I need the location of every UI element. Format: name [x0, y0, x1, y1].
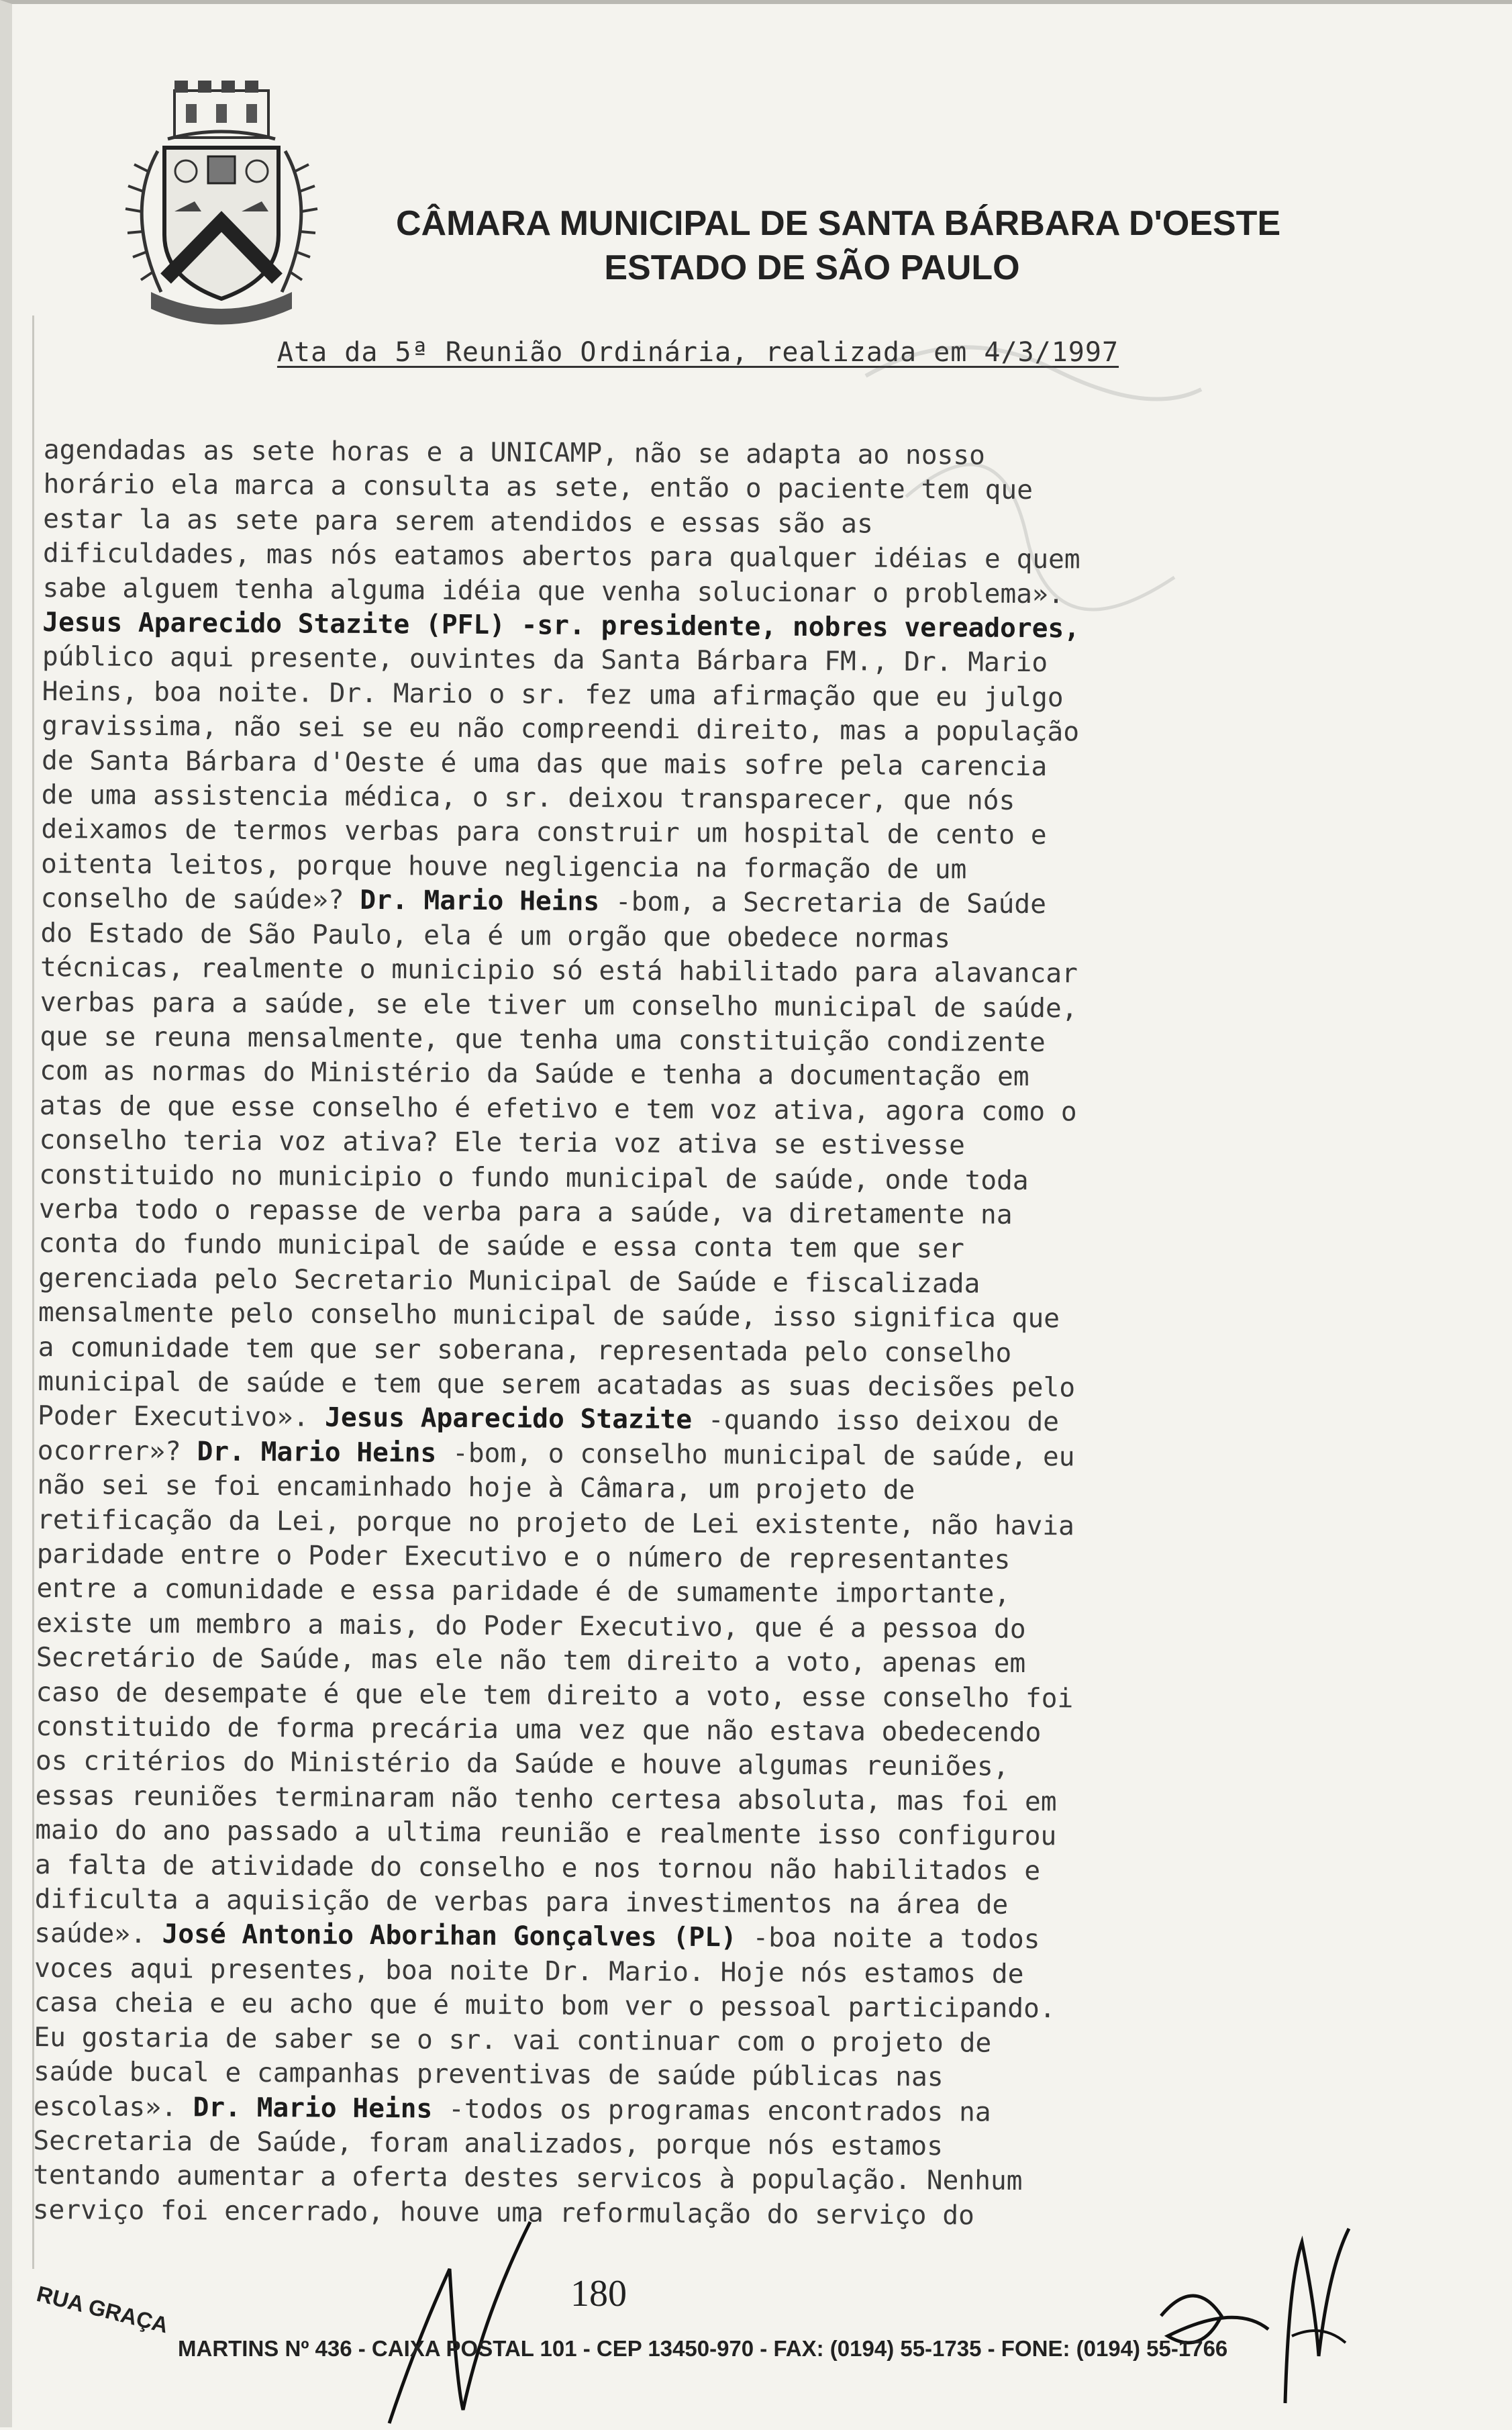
text-line: sabe alguem tenha alguma idéia que venha solucionar o problema». [42, 572, 1064, 610]
text-line: gravissima, não sei se eu não compreendi direito, mas a população [42, 710, 1080, 748]
speaker-name: Jesus Aparecido Stazite [324, 1402, 693, 1436]
text-line: atas de que esse conselho é efetivo e tem voz ativa, agora como o [39, 1089, 1077, 1128]
footer [0, 2269, 1512, 2427]
text-segment: saúde». [34, 1918, 162, 1950]
text-line: Heins, boa noite. Dr. Mario o sr. fez uma afirmação que eu julgo [42, 675, 1064, 714]
text-line: existe um membro a mais, do Poder Executivo, que é a pessoa do [36, 1607, 1026, 1645]
text-line: conta do fundo municipal de saúde e essa conta tem que ser [38, 1228, 965, 1265]
text-line: gerenciada pelo Secretario Municipal de Saúde e fiscalizada [38, 1262, 980, 1300]
text-line: não sei se foi encaminhado hoje à Câmara, um projeto de [37, 1469, 915, 1506]
text-line: serviço foi encerrado, houve uma reformulação do serviço do [32, 2194, 975, 2231]
text-line: Secretaria de Saúde, foram analizados, porque nós estamos [33, 2125, 944, 2162]
speaker-name: -sr. presidente, nobres vereadores, [505, 610, 1080, 644]
text-line: oitenta leitos, porque houve negligencia na formação de um [40, 848, 967, 885]
text-line: retificação da Lei, porque no projeto de Lei existente, não havia [36, 1504, 1074, 1542]
text-line: voces aqui presentes, boa noite Dr. Mario. Hoje nós estamos de [34, 1952, 1024, 1990]
text-segment: conselho de saúde»? [40, 883, 360, 916]
footer-address: MARTINS Nº 436 - CAIXA POSTAL 101 - CEP 13450-970 - FAX: (0194) 55-1735 - FONE: (0194) 55-1766 [178, 2336, 1228, 2361]
coat-of-arms-emblem [111, 77, 332, 326]
state-name: ESTADO DE SÃO PAULO [604, 248, 1020, 287]
footer-street: RUA GRAÇA [34, 2281, 171, 2338]
text-line: que se reuna mensalmente, que tenha uma constituição condizente [40, 1020, 1046, 1059]
minutes-title: Ata da 5ª Reunião Ordinária, realizada em 4/3/1997 [276, 337, 1119, 368]
text-segment: -todos os programas encontrados na [432, 2093, 991, 2128]
text-line: Eu gostaria de saber se o sr. vai continuar com o projeto de [34, 2021, 992, 2059]
text-line: deixamos de termos verbas para construir um hospital de cento e [41, 814, 1047, 851]
institution-name: CÂMARA MUNICIPAL DE SANTA BÁRBARA D'OESTE [396, 204, 1281, 243]
speaker-name: Dr. Mario Heins [197, 1436, 437, 1469]
text-line: paridade entre o Poder Executivo e o número de representantes [36, 1538, 1011, 1575]
text-line: constituido de forma precária uma vez que não estava obedecendo [36, 1710, 1042, 1749]
text-line: dificulta a aquisição de verbas para investimentos na área de [34, 1884, 1009, 1921]
letterhead [396, 201, 1281, 290]
text-segment: -bom, o conselho municipal de saúde, eu [436, 1437, 1075, 1473]
text-line: estar la as sete para serem atendidos e essas são as [43, 503, 873, 540]
text-line: entre a comunidade e essa paridade é de sumamente importante, [36, 1573, 1011, 1610]
text-line: municipal de saúde e tem que serem acatadas as suas decisões pelo [38, 1365, 1076, 1404]
text-segment: -boa noite a todos [736, 1922, 1040, 1955]
text-line: verba todo o repasse de verba para a saúde, va diretamente na [38, 1193, 1013, 1230]
text-segment: Poder Executivo». [37, 1400, 325, 1433]
text-line: horário ela marca a consulta as sete, então o paciente tem que [43, 469, 1034, 506]
text-line: essas reuniões terminaram não tenho certesa absoluta, mas foi em [35, 1780, 1057, 1818]
text-line: dificuldades, mas nós eatamos abertos para qualquer idéias e quem [42, 538, 1080, 575]
text-line: verbas para a saúde, se ele tiver um conselho municipal de saúde, [40, 986, 1078, 1024]
text-line: os critérios do Ministério da Saúde e houve algumas reuniões, [35, 1745, 1009, 1783]
text-line: mensalmente pelo conselho municipal de saúde, isso significa que [38, 1297, 1060, 1334]
text-segment: ocorrer»? [37, 1435, 197, 1467]
text-segment: -bom, a Secretaria de Saúde [599, 886, 1047, 920]
text-line: maio do ano passado a ultima reunião e realmente isso configurou [35, 1814, 1057, 1852]
text-line: caso de desempate é que ele tem direito a voto, esse conselho foi [36, 1676, 1074, 1714]
text-line: com as normas do Ministério da Saúde e tenha a documentação em [40, 1055, 1029, 1093]
text-line: técnicas, realmente o municipio só está habilitado para alavancar [40, 952, 1078, 989]
text-line: de uma assistencia médica, o sr. deixou transparecer, que nós [41, 779, 1015, 816]
text-line: Secretário de Saúde, mas ele não tem direito a voto, apenas em [36, 1642, 1026, 1680]
text-line: constituido no municipio o fundo municipal de saúde, onde toda [39, 1159, 1029, 1196]
text-line: público aqui presente, ouvintes da Santa Bárbara FM., Dr. Mario [42, 641, 1048, 679]
text-line: saúde bucal e campanhas preventivas de saúde públicas nas [33, 2056, 944, 2093]
speaker-name: Jesus Aparecido Stazite (PFL) [42, 607, 506, 641]
text-segment: escolas». [33, 2090, 193, 2123]
text-line: agendadas as sete horas e a UNICAMP, não se adapta ao nosso [43, 434, 986, 471]
minutes-body [33, 433, 1352, 2235]
text-segment: -quando isso deixou de [691, 1404, 1060, 1438]
text-line: a falta de atividade do conselho e nos tornou não habilitados e [34, 1849, 1041, 1886]
text-line: de Santa Bárbara d'Oeste é uma das que mais sofre pela carencia [41, 744, 1048, 782]
speaker-name: José Antonio Aborihan Gonçalves (PL) [162, 1918, 737, 1953]
text-line: casa cheia e eu acho que é muito bom ver o pessoal participando. [34, 1987, 1056, 2025]
text-line: tentando aumentar a oferta destes servicos à população. Nenhum [33, 2159, 1023, 2197]
text-line: do Estado de São Paulo, ela é um orgão que obedece normas [40, 917, 951, 954]
speaker-name: Dr. Mario Heins [360, 885, 600, 918]
speaker-name: Dr. Mario Heins [193, 2091, 433, 2125]
page-number: 180 [570, 2273, 627, 2315]
text-line: conselho teria voz ativa? Ele teria voz ativa se estivesse [39, 1124, 965, 1161]
text-line: a comunidade tem que ser soberana, representada pelo conselho [38, 1331, 1012, 1369]
